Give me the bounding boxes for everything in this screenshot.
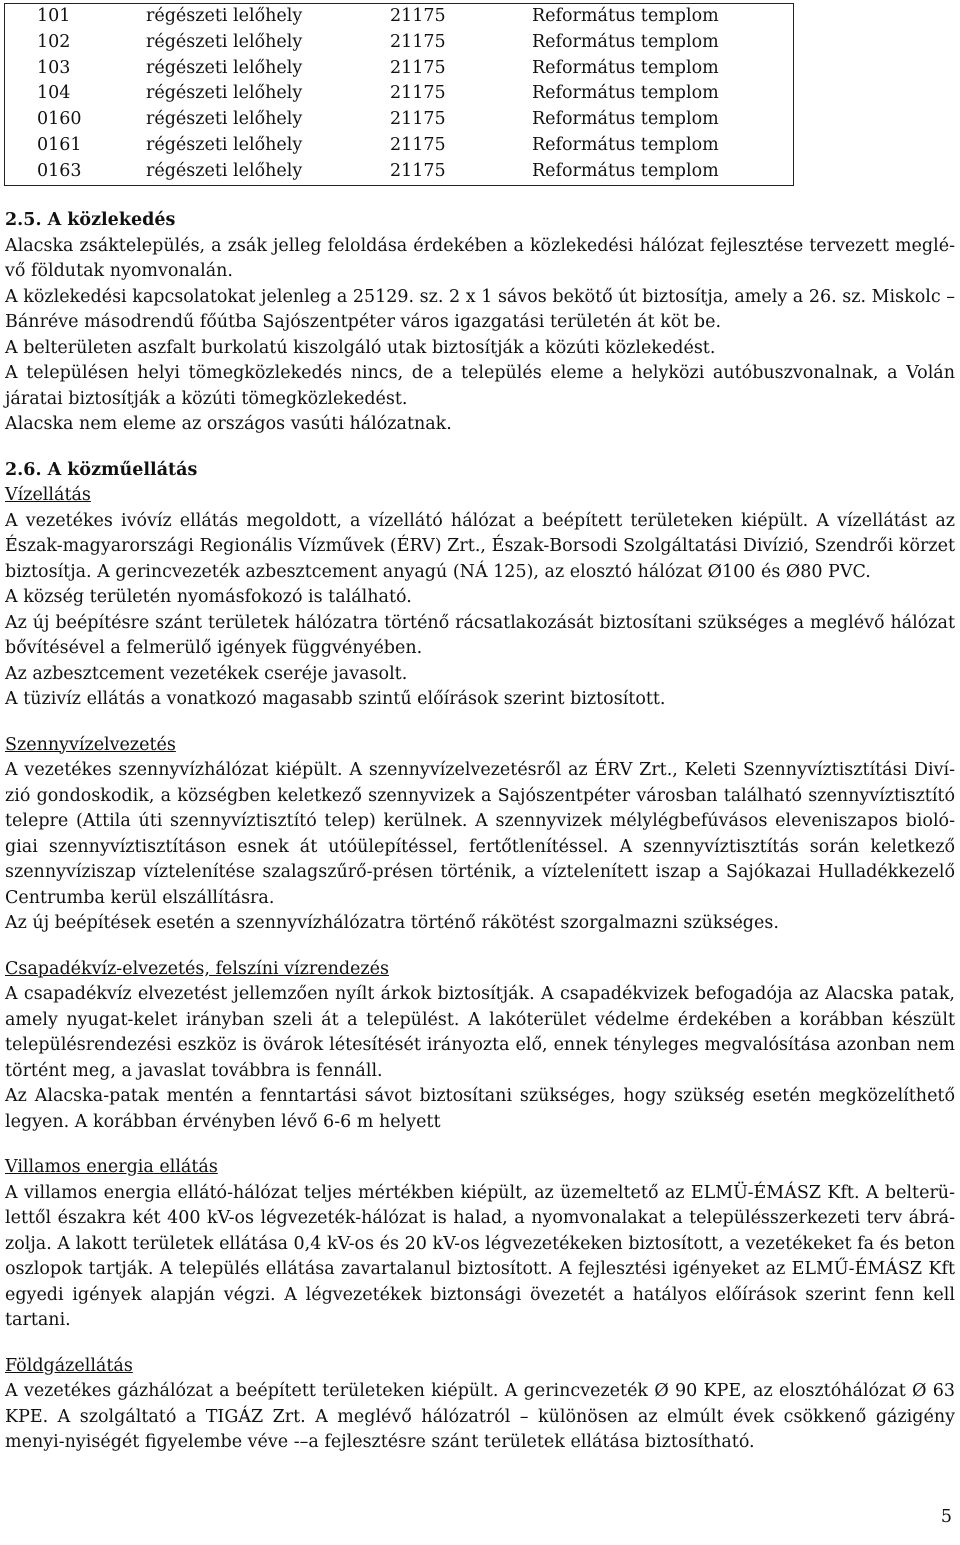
site-code-cell: 21175	[378, 159, 520, 185]
paragraph: A villamos energia ellátó-hálózat teljes mértékben kiépült, az üzemeltető az ELMÜ-ÉMÁSZ Kft. A belterü-lettől északra két 400 kV-os légvezeték-hálózat is halad, a nyomvonalakat a településszerkezeti terv ábrá-zolja. A lakott területek ellátása 0,4 kV-os és 20 kV-os légvezetékeken biztosított, a vezetékeket fa és beton oszlopok tartják. A település ellátása zavartalanul biztosított. A fejlesztési igényeket az ELMŰ-ÉMÁSZ Kft egyedi igények alapján végzi. A légvezetékek biztonsági övezetét a hatályos előírások szerint fenn kell tartani.	[5, 1182, 955, 1330]
spacer	[5, 713, 955, 733]
site-code-cell: 21175	[390, 31, 446, 52]
paragraph: A vezetékes szennyvízhálózat kiépült. A szennyvízelvezetésről az ÉRV Zrt., Keleti Szennyvíztisztítási Diví-zió gondoskodik, a községben keletkező szennyvizek a Sajószentpéter városban található szennyvíztisztító telepre (Attila úti szennyvíztisztító telep) kerülnek. A szennyvizek mélylégbefúvásos eleveniszapos bioló-giai szennyvíztisztításon esnek át utóülepítéssel, fertőtlenítéssel. A szennyvíztisztítás során keletkező szennyvíziszap víztelenítése szalagszűrő-présen történik, a víztelenített iszap a Sajókazai Hulladékkezelő Centrumba kerül elszállításra.	[5, 760, 955, 908]
paragraph: A község területén nyomásfokozó is található.	[5, 587, 412, 607]
site-id-cell: 104	[5, 81, 135, 107]
table-row	[5, 107, 794, 133]
site-id-cell: 0160	[5, 107, 135, 133]
site-type-cell: régészeti lelőhely	[146, 109, 303, 130]
site-name-cell: Református templom	[520, 107, 794, 133]
table-row	[5, 159, 794, 185]
paragraph: A vezetékes gázhálózat a beépített területeken kiépült. A gerincvezeték Ø 90 KPE, az elosztóhálózat Ø 63 KPE. A szolgáltató a TIGÁZ Zrt. A meglévő hálózatról – különösen az elmúlt évek csökkenő gázigény menyi-nyiségét figyelembe véve -–a fejlesztésre szánt területek ellátása biztosítható.	[5, 1381, 955, 1452]
site-type-cell: régészeti lelőhely	[134, 159, 378, 185]
subheading-rainwater: Csapadékvíz-elvezetés, felszíni vízrendezés	[5, 958, 389, 979]
site-id-cell: 103	[5, 56, 135, 82]
site-code-cell: 21175	[390, 57, 446, 78]
spacer	[5, 438, 955, 458]
paragraph: A csapadékvíz elvezetést jellemzően nyílt árkok biztosítják. A csapadékvizek befogadója az Alacska patak, amely nyugat-kelet irányban szeli át a települést. A lakóterület védelme érdekében a korábban készült településrendezési eszköz is övárok létesítését irányozta elő, ennek tényleges megvalósítása azonban nem történt meg, a javaslat továbbra is fennáll.	[5, 984, 955, 1081]
site-id-cell: 102	[5, 30, 135, 56]
paragraph: Az új beépítések esetén a szennyvízhálózatra történő rákötést szorgalmazni szükséges.	[5, 913, 779, 933]
subheading-sewage: Szennyvízelvezetés	[5, 734, 176, 755]
paragraph: A közlekedési kapcsolatokat jelenleg a 25129. sz. 2 x 1 sávos bekötő út biztosítja, amely a 26. sz. Miskolc – Bánréve másodrendű főútba Sajószentpéter város igazgatási területén át köt be.	[5, 286, 955, 332]
site-name-cell: Református templom	[520, 81, 794, 107]
paragraph: A tüzivíz ellátás a vonatkozó magasabb szintű előírások szerint biztosított.	[5, 689, 666, 709]
subheading-electricity: Villamos energia ellátás	[5, 1157, 218, 1177]
site-name-cell: Református templom	[520, 4, 794, 30]
paragraph: A településen helyi tömegközlekedés nincs, de a település eleme a helyközi autóbuszvonalnak, a Volán járatai biztosítják a közúti tömegközlekedést.	[5, 363, 955, 409]
site-id-cell: 101	[5, 4, 135, 30]
site-name-cell: Református templom	[520, 159, 794, 185]
table-row	[5, 133, 794, 159]
paragraph: Az azbesztcement vezetékek cseréje javasolt.	[5, 663, 408, 684]
subheading-gas: Földgázellátás	[5, 1355, 133, 1376]
site-type-cell: régészeti lelőhely	[146, 134, 303, 155]
document-body	[5, 208, 955, 1456]
paragraph: Az új beépítésre szánt területek hálózatra történő rácsatlakozását biztosítani szükséges a meglévő hálózat bővítésével a felmerülő igények függvényében.	[5, 612, 955, 658]
subheading-water: Vízellátás	[5, 485, 91, 505]
paragraph: A vezetékes ivóvíz ellátás megoldott, a vízellátó hálózat a beépített területeken kiépült. A vízellátást az Észak-magyarországi Regionális Vízművek (ÉRV) Zrt., Észak-Borsodi Szolgáltatási Divízió, Szendrői körzet biztosítja. A gerincvezeték azbesztcement anyagú (NÁ 125), az elosztó hálózat Ø100 és Ø80 PVC.	[5, 510, 955, 582]
site-name-cell: Református templom	[520, 133, 794, 159]
site-code-cell: 21175	[390, 134, 446, 155]
spacer	[5, 937, 955, 957]
table-row	[5, 30, 794, 56]
site-code-cell: 21175	[378, 4, 520, 30]
spacer	[5, 1334, 955, 1354]
site-name-cell: Református templom	[520, 56, 794, 82]
archaeological-sites-table	[4, 3, 794, 186]
paragraph: Alacska nem eleme az országos vasúti hálózatnak.	[5, 414, 452, 434]
site-id-cell: 0161	[5, 133, 135, 159]
table-row	[5, 4, 794, 30]
section-heading-transport: 2.5. A közlekedés	[5, 210, 176, 230]
paragraph: Az Alacska-patak mentén a fenntartási sávot biztosítani szükséges, hogy szükség esetén megközelíthető legyen. A korábban érvényben lévő 6-6 m helyett	[5, 1086, 955, 1132]
section-heading-utilities: 2.6. A közműellátás	[5, 459, 198, 480]
site-type-cell: régészeti lelőhely	[134, 4, 378, 30]
site-name-cell: Református templom	[520, 30, 794, 56]
site-type-cell: régészeti lelőhely	[146, 31, 303, 52]
site-code-cell: 21175	[390, 83, 446, 104]
table-row	[5, 81, 794, 107]
page-number: 5	[940, 1507, 952, 1527]
paragraph: A belterületen aszfalt burkolatú kiszolgáló utak biztosítják a közúti közlekedést.	[5, 337, 716, 358]
site-code-cell: 21175	[390, 109, 446, 130]
site-type-cell: régészeti lelőhely	[146, 83, 303, 104]
table-row	[5, 56, 794, 82]
site-id-cell: 0163	[5, 159, 135, 185]
paragraph: Alacska zsáktelepülés, a zsák jelleg feloldása érdekében a közlekedési hálózat fejlesztése tervezett meglé-vő földutak nyomvonalán.	[5, 235, 955, 281]
spacer	[5, 1135, 955, 1155]
site-type-cell: régészeti lelőhely	[146, 57, 303, 78]
